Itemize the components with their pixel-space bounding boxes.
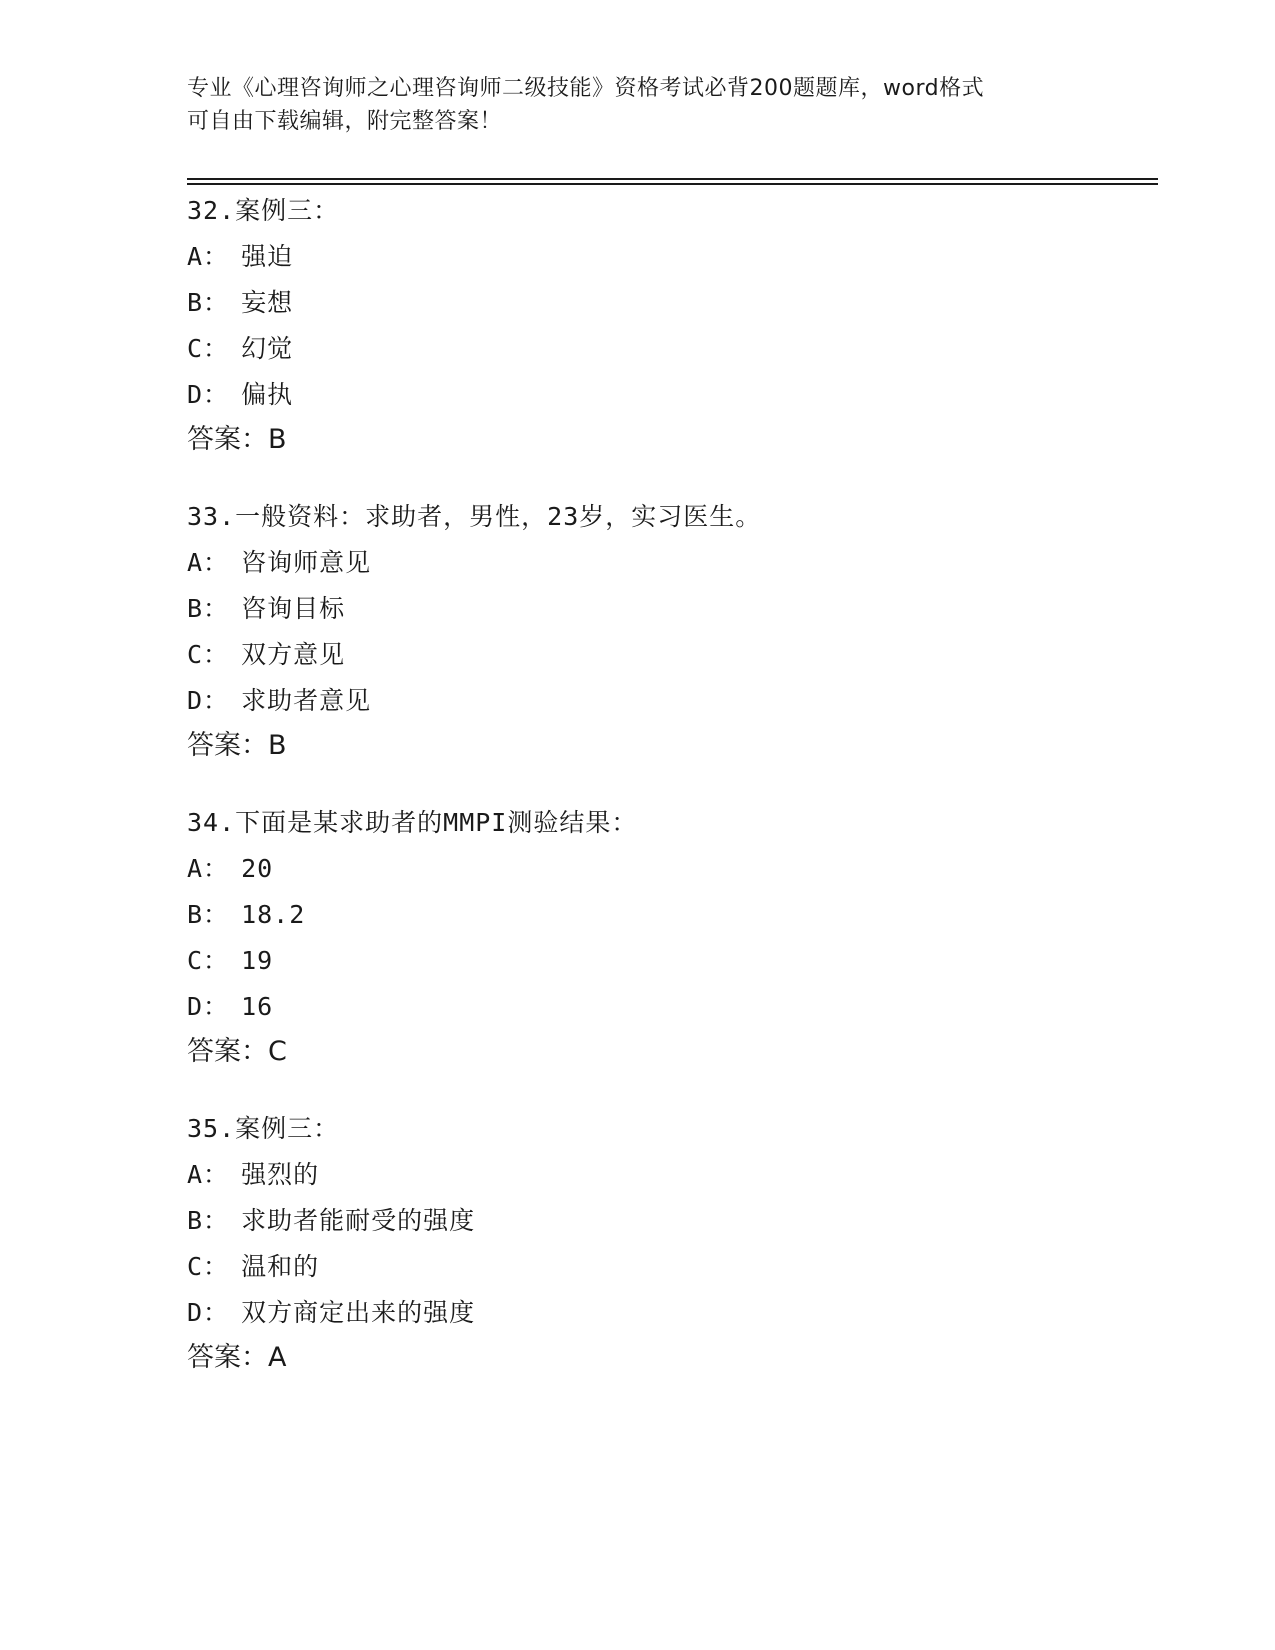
option-d bbox=[187, 1290, 1157, 1336]
option-text: 双方商定出来的强度 bbox=[241, 1298, 476, 1327]
option-d bbox=[187, 678, 1157, 724]
question-stem: 33.一般资料：求助者，男性，23岁，实习医生。 bbox=[187, 502, 762, 531]
option-letter: B： bbox=[187, 1206, 230, 1235]
option-b bbox=[187, 280, 1157, 326]
option-d bbox=[187, 372, 1157, 418]
option-text: 18.2 bbox=[241, 900, 306, 929]
header-line-2: 可自由下载编辑，附完整答案！ bbox=[187, 109, 503, 134]
option-text: 16 bbox=[241, 992, 274, 1021]
header-divider-bottom bbox=[187, 183, 1158, 185]
option-letter: B： bbox=[187, 900, 230, 929]
option-b bbox=[187, 892, 1157, 938]
option-b bbox=[187, 1198, 1157, 1244]
answer-line: 答案：C bbox=[187, 1036, 287, 1067]
option-text: 咨询目标 bbox=[241, 594, 346, 623]
answer-line: 答案：B bbox=[187, 424, 287, 455]
option-letter: C： bbox=[187, 334, 230, 363]
option-letter: A： bbox=[187, 1160, 230, 1189]
question-list bbox=[187, 188, 1157, 1412]
document-header bbox=[187, 72, 1087, 138]
option-c bbox=[187, 1244, 1157, 1290]
option-text: 求助者能耐受的强度 bbox=[241, 1206, 476, 1235]
option-letter: C： bbox=[187, 640, 230, 669]
option-text: 求助者意见 bbox=[241, 686, 372, 715]
option-letter: A： bbox=[187, 548, 230, 577]
option-text: 20 bbox=[241, 854, 274, 883]
option-text: 妄想 bbox=[241, 288, 294, 317]
option-b bbox=[187, 586, 1157, 632]
option-text: 双方意见 bbox=[241, 640, 346, 669]
header-line-1: 专业《心理咨询师之心理咨询师二级技能》资格考试必背200题题库，word格式 bbox=[187, 76, 985, 101]
option-text: 19 bbox=[241, 946, 274, 975]
question-stem: 34.下面是某求助者的MMPI测验结果： bbox=[187, 808, 638, 837]
option-letter: D： bbox=[187, 686, 230, 715]
option-letter: C： bbox=[187, 946, 230, 975]
option-text: 温和的 bbox=[241, 1252, 320, 1281]
option-text: 咨询师意见 bbox=[241, 548, 372, 577]
option-a bbox=[187, 540, 1157, 586]
option-letter: B： bbox=[187, 288, 230, 317]
option-a bbox=[187, 846, 1157, 892]
option-letter: D： bbox=[187, 1298, 230, 1327]
option-letter: D： bbox=[187, 380, 230, 409]
question-stem: 32.案例三： bbox=[187, 196, 340, 225]
option-letter: A： bbox=[187, 854, 230, 883]
option-text: 幻觉 bbox=[241, 334, 294, 363]
option-letter: B： bbox=[187, 594, 230, 623]
question-32 bbox=[187, 188, 1157, 462]
option-text: 强烈的 bbox=[241, 1160, 320, 1189]
option-text: 偏执 bbox=[241, 380, 294, 409]
option-letter: A： bbox=[187, 242, 230, 271]
option-d bbox=[187, 984, 1157, 1030]
option-letter: D： bbox=[187, 992, 230, 1021]
question-stem: 35.案例三： bbox=[187, 1114, 340, 1143]
option-a bbox=[187, 1152, 1157, 1198]
option-c bbox=[187, 938, 1157, 984]
option-c bbox=[187, 326, 1157, 372]
option-text: 强迫 bbox=[241, 242, 294, 271]
question-33 bbox=[187, 494, 1157, 768]
option-letter: C： bbox=[187, 1252, 230, 1281]
answer-line: 答案：A bbox=[187, 1342, 287, 1373]
header-divider-top bbox=[187, 178, 1158, 180]
answer-line: 答案：B bbox=[187, 730, 287, 761]
option-a bbox=[187, 234, 1157, 280]
option-c bbox=[187, 632, 1157, 678]
question-34 bbox=[187, 800, 1157, 1074]
question-35 bbox=[187, 1106, 1157, 1380]
